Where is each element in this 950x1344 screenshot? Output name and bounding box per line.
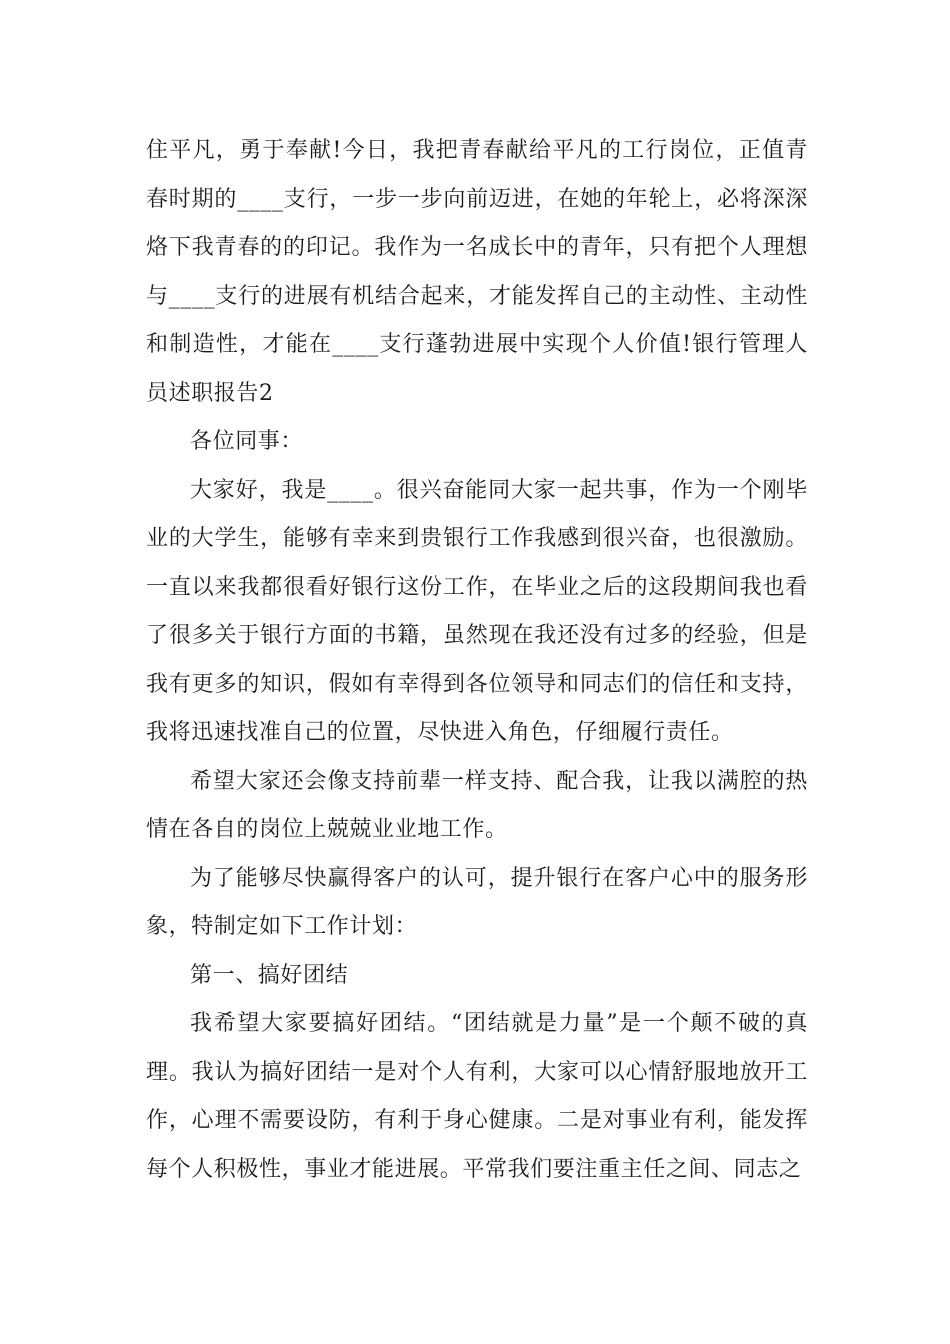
paragraph-3: 大家好，我是____。很兴奋能同大家一起共事，作为一个刚毕业的大学生，能够有幸来到贵银行工作我感到很兴奋，也很激励。一直以来我都很看好银行这份工作，在毕业之后的这段期间我也看了很多关于银行方面的书籍，虽然现在我还没有过多的经验，但是我有更多的知识，假如有幸得到各位领导和同志们的信任和支持，我将迅速找准自己的位置，尽快进入角色，仔细履行责任。 bbox=[146, 477, 808, 745]
paragraph-2: 各位同事： bbox=[190, 429, 304, 454]
document-body bbox=[146, 127, 808, 1194]
paragraph-1: 住平凡，勇于奉献!今日，我把青春献给平凡的工行岗位，正值青春时期的____支行，一步一步向前迈进，在她的年轮上，必将深深烙下我青春的的印记。我作为一名成长中的青年，只有把个人理想与____支行的进展有机结合起来，才能发挥自己的主动性、主动性和制造性，才能在____支行蓬勃进展中实现个人价值!银行管理人员述职报告2 bbox=[146, 138, 808, 406]
paragraph-4: 希望大家还会像支持前辈一样支持、配合我，让我以满腔的热情在各自的岗位上兢兢业业地工作。 bbox=[146, 768, 808, 842]
paragraph-7: 我希望大家要搞好团结。“团结就是力量”是一个颠不破的真理。我认为搞好团结一是对个人有利，大家可以心情舒服地放开工作，心理不需要设防，有利于身心健康。二是对事业有利，能发挥每个人积极性，事业才能进展。平常我们要注重主任之间、同志之 bbox=[146, 1011, 808, 1182]
paragraph-6: 第一、搞好团结 bbox=[190, 962, 349, 988]
paragraph-5: 为了能够尽快赢得客户的认可，提升银行在客户心中的服务形象，特制定如下工作计划： bbox=[146, 865, 808, 939]
